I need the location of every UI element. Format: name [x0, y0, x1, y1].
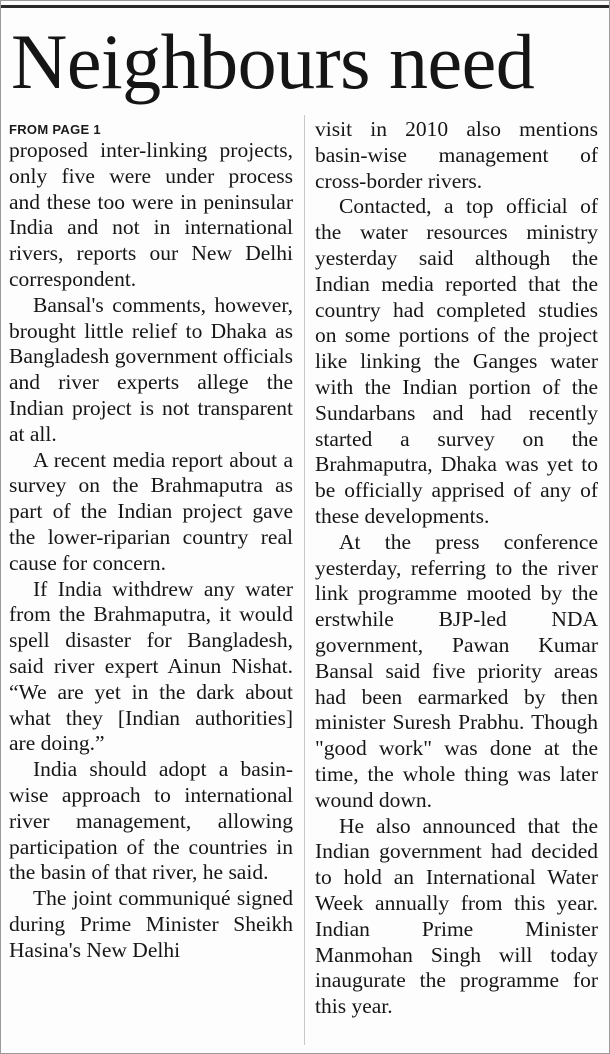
paragraph: India should adopt a basin-wise approach to international river management, allowing participation of the countries in the basin of that river, he said. [9, 757, 293, 885]
top-rule [1, 5, 609, 8]
paragraph: Contacted, a top official of the water resources ministry yesterday said although the Indian media reported that the country had completed studies on some portions of the project like linking the Ganges water with the Indian portion of the Sundarbans and had recently started a survey on the Brahmaputra, Dhaka was yet to be officially apprised of any of these developments. [315, 194, 598, 528]
left-column [9, 117, 293, 964]
paragraph: Bansal's comments, however, brought little relief to Dhaka as Bangladesh government officials and river experts allege the Indian project is not transparent at all. [9, 292, 293, 446]
right-column [315, 117, 598, 1020]
paragraph: The joint communiqué signed during Prime Minister Sheikh Hasina's New Delhi [9, 886, 293, 962]
paragraph: He also announced that the Indian government had decided to hold an International Water Week annually from this year. Indian Prime Minister Manmohan Singh will today inaugurate the programme for this year. [315, 813, 598, 1019]
paragraph: If India withdrew any water from the Brahmaputra, it would spell disaster for Bangladesh, said river expert Ainun Nishat. “We are yet in the dark about what they [Indian authorities] are doing.” [9, 576, 293, 756]
kicker-from-page-1: FROM PAGE 1 [9, 122, 101, 137]
paragraph: visit in 2010 also mentions basin-wise management of cross-border rivers. [315, 117, 598, 193]
paragraph: At the press conference yesterday, referring to the river link programme mooted by the erstwhile BJP-led NDA government, Pawan Kumar Bansal said five priority areas had been earmarked by then minister Suresh Prabhu. Though "good work" was done at the time, the whole thing was later wound down. [315, 529, 598, 812]
headline: Neighbours need [11, 18, 535, 105]
column-divider [304, 115, 305, 1045]
paragraph: proposed inter-linking projects, only five were under process and these too were in peninsular India and not in international rivers, reports our New Delhi correspondent. [9, 138, 293, 291]
paragraph: A recent media report about a survey on the Brahmaputra as part of the Indian project gave the lower-riparian country real cause for concern. [9, 447, 293, 575]
